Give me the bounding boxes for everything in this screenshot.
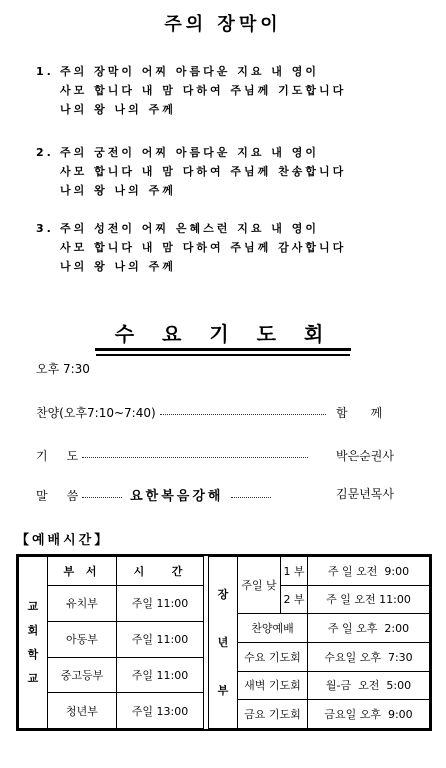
service-name-cell: 찬양예배 [238,614,308,643]
leader-dots [231,496,271,498]
service-time: 오후 7:30 [36,362,90,376]
verse-line: 사모 합니다 내 맘 다하여 주님께 찬송합니다 [60,165,347,178]
time-cell: 주 일 오전 9:00 [308,557,430,586]
verse-line: 주의 성전이 어찌 은혜스런 지요 내 영이 [60,222,319,235]
service-value: 박은순권사 [336,449,394,463]
service-value: 함 께 [336,406,383,420]
verse-line: 사모 합니다 내 맘 다하여 주님께 기도합니다 [60,84,347,97]
verse-number: 3. [36,222,54,235]
dept-cell: 중고등부 [48,657,117,693]
time-cell: 주일 13:00 [117,693,204,729]
time-cell: 주일 11:00 [117,621,204,657]
verse-number: 2. [36,146,54,159]
service-label: 말 씀 [36,489,79,503]
adult-label: 장 년 부 [209,557,238,729]
time-cell: 주일 11:00 [117,657,204,693]
service-row-praise [36,404,330,421]
service-row-sermon [36,485,275,504]
service-title: 수요기도회 [95,322,352,351]
service-name-cell: 금요 기도회 [238,700,308,729]
verse-2 [36,143,346,200]
leader-dots [82,496,122,498]
time-cell: 주 일 오전 11:00 [308,585,430,614]
service-title-wrap [0,318,446,347]
verse-line: 주의 장막이 어찌 아름다운 지요 내 영이 [60,65,319,78]
adult-table [208,556,430,729]
time-cell: 금요일 오후 9:00 [308,700,430,729]
verse-line: 나의 왕 나의 주께 [60,103,176,116]
dept-cell: 유치부 [48,586,117,622]
verse-line: 사모 합니다 내 맘 다하여 주님께 감사합니다 [60,241,347,254]
leader-dots [160,413,326,415]
service-label: 기 도 [36,449,79,463]
time-cell: 월-금 오전 5:00 [308,671,430,700]
service-row-prayer [36,447,312,464]
dept-cell: 청년부 [48,693,117,729]
col-header-time: 시 간 [117,557,204,586]
hymn-title: 주의 장막이 [164,14,282,35]
time-cell: 주일 11:00 [117,586,204,622]
school-label: 교 회 학 교 [19,557,48,729]
verse-line: 나의 왕 나의 주께 [60,184,176,197]
school-table [18,556,204,729]
sermon-topic: 요한복음강해 [130,489,224,504]
dept-cell: 아동부 [48,621,117,657]
service-name-cell: 새벽 기도회 [238,671,308,700]
part-cell: 1 부 [281,557,308,586]
service-value: 김문년목사 [336,487,394,501]
verse-1 [36,62,346,119]
verse-line: 주의 궁전이 어찌 아름다운 지요 내 영이 [60,146,319,159]
verse-line: 나의 왕 나의 주께 [60,260,176,273]
service-label: 찬양(오후7:10~7:40) [36,406,156,420]
col-header-dept: 부 서 [48,557,117,586]
verse-number: 1. [36,65,54,78]
time-cell: 주 일 오후 2:00 [308,614,430,643]
schedule-header: 【예배시간】 [16,533,111,548]
verse-3 [36,219,346,276]
leader-dots [82,456,308,458]
sunday-day: 주일 낮 [238,557,281,614]
time-cell: 수요일 오후 7:30 [308,642,430,671]
service-name-cell: 수요 기도회 [238,642,308,671]
part-cell: 2 부 [281,585,308,614]
